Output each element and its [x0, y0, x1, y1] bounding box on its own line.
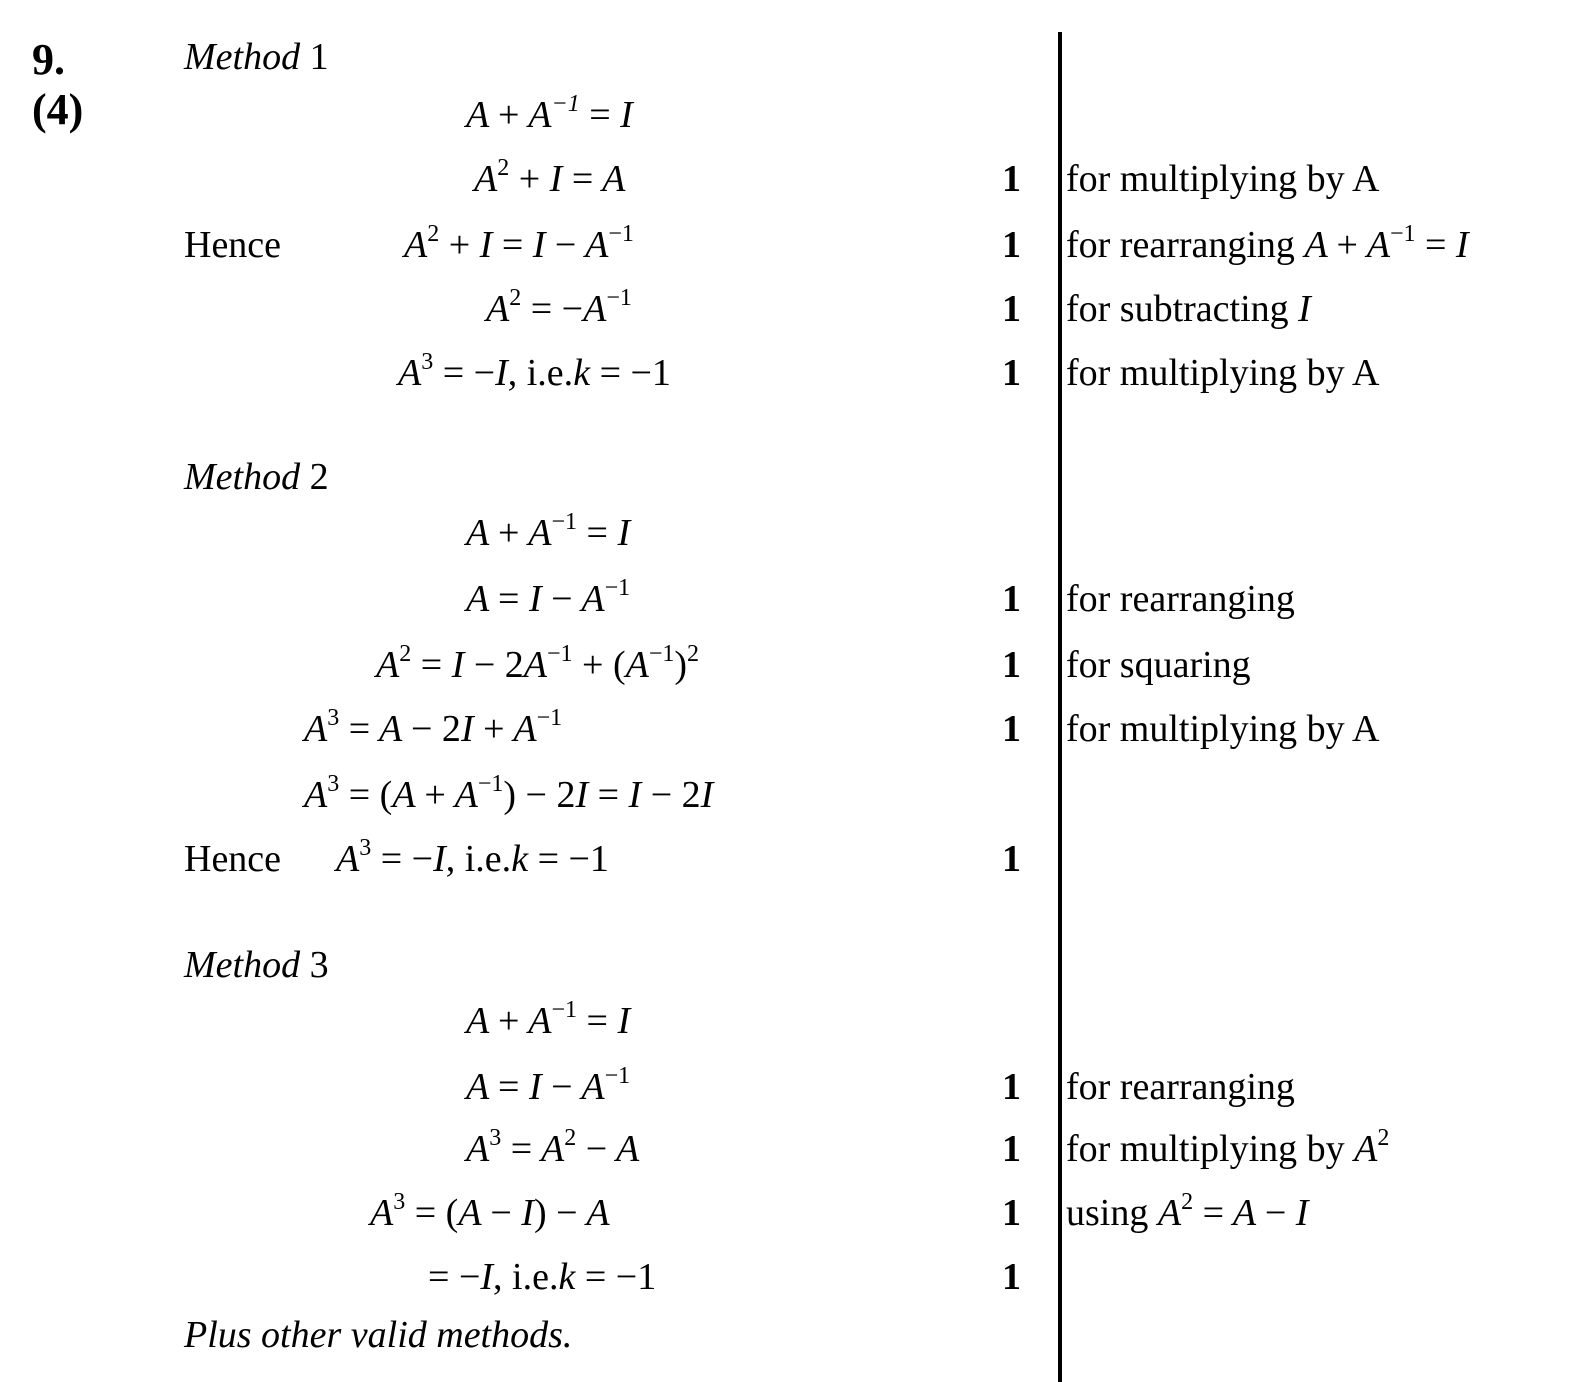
m1-note-4: for multiplying by A [1066, 352, 1380, 394]
method-2-heading-num: 2 [309, 456, 329, 498]
m1-mark-3: 1 [1002, 288, 1021, 330]
m3-note-3-text: using [1066, 1192, 1149, 1234]
m2-eq-6: $A^3 = -I$, i.e.k = −1 [336, 835, 609, 880]
m3-eq-2: $A = I - A^{-1}$ [466, 1063, 631, 1108]
method-2-heading [184, 458, 329, 496]
m1-eq-2: $A^2 + I = A$ [474, 155, 626, 200]
m2-eq-1: $A + A^{-1} = I$ [466, 509, 631, 554]
method-1-heading-word: Method [184, 36, 301, 78]
m2-note-2: for squaring [1066, 644, 1251, 686]
m2-note-3: for multiplying by A [1066, 708, 1380, 750]
m1-eq-4: $A^2 = -A^{-1}$ [486, 285, 632, 330]
m3-eq-1: $A + A^{-1} = I$ [466, 997, 631, 1042]
method-1-heading [184, 38, 329, 76]
m1-mark-1: 1 [1002, 158, 1021, 200]
m2-eq-2: $A = I - A^{-1}$ [466, 575, 631, 620]
m1-mark-2: 1 [1002, 224, 1021, 266]
m2-mark-4: 1 [1002, 838, 1021, 880]
m1-note-2: for rearranging $A + A^{-1} = I$ [1066, 221, 1469, 266]
m2-eq-5: $A^3 = (A + A^{-1}) - 2I = I - 2I$ [304, 771, 714, 816]
m1-note-2-text: for rearranging [1066, 224, 1295, 266]
m3-mark-2: 1 [1002, 1128, 1021, 1170]
m3-note-2-text: for multiplying by [1066, 1128, 1345, 1170]
m3-mark-4: 1 [1002, 1256, 1021, 1298]
m3-eq-3: $A^3 = A^2 - A$ [466, 1125, 640, 1170]
m2-eq-3: $A^2 = I - 2A^{-1} + (A^{-1})^2$ [376, 641, 700, 686]
m3-mark-1: 1 [1002, 1066, 1021, 1108]
method-2-heading-word: Method [184, 456, 301, 498]
method-3-heading-num: 3 [309, 944, 329, 986]
question-marks: (4) [32, 85, 84, 134]
m3-eq-4: $A^3 = (A - I) - A$ [370, 1189, 610, 1234]
footer-note: Plus other valid methods. [184, 1314, 573, 1356]
m3-eq-5: = −I, i.e.k = −1 [428, 1256, 657, 1298]
method-3-heading [184, 946, 329, 984]
m2-eq-4: $A^3 = A - 2I + A^{-1}$ [304, 705, 563, 750]
method-1-heading-num: 1 [309, 36, 329, 78]
m2-note-1: for rearranging [1066, 578, 1295, 620]
m1-eq-5: $A^3 = -I$, i.e.k = −1 [398, 349, 671, 394]
m1-hence: Hence [184, 224, 282, 266]
m1-note-3 [1066, 290, 1311, 328]
m1-note-3-text: for subtracting [1066, 288, 1289, 330]
m2-mark-1: 1 [1002, 578, 1021, 620]
m1-note-3-var: I [1298, 288, 1311, 330]
m2-hence: Hence [184, 838, 282, 880]
column-divider [1058, 32, 1062, 1382]
method-3-heading-word: Method [184, 944, 301, 986]
question-number: 9. [32, 35, 65, 84]
m3-note-3: using $A^2 = A - I$ [1066, 1189, 1309, 1234]
m3-note-1: for rearranging [1066, 1066, 1295, 1108]
m1-eq-3: $A^2 + I = I - A^{-1}$ [404, 221, 634, 266]
m1-mark-4: 1 [1002, 352, 1021, 394]
m2-mark-2: 1 [1002, 644, 1021, 686]
m2-mark-3: 1 [1002, 708, 1021, 750]
m3-mark-3: 1 [1002, 1192, 1021, 1234]
m1-eq-1: $A + A^{-1} = I$ [466, 91, 633, 136]
m3-note-2: for multiplying by $A^2$ [1066, 1125, 1390, 1170]
m1-note-1: for multiplying by A [1066, 158, 1380, 200]
